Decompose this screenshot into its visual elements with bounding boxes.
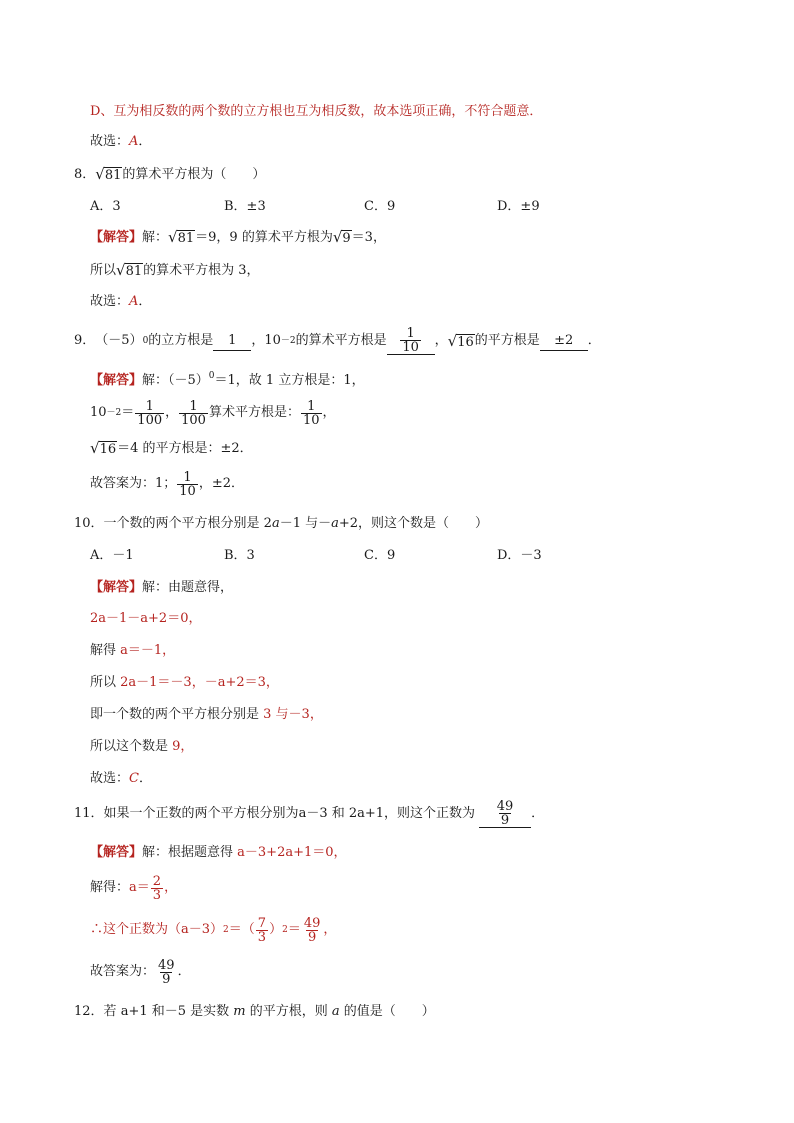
- q9-l3-b: ＝4 的平方根是：±2．: [117, 441, 253, 456]
- q9-radicand: 16: [457, 334, 474, 350]
- q11-l3-f1-num: 7: [257, 915, 267, 931]
- q9-l2-b: ＝: [121, 405, 135, 420]
- q11-l3-b: ＝（: [228, 922, 255, 937]
- q11-l4-frac: [156, 959, 177, 986]
- q10-answer-line6: [90, 738, 193, 756]
- q11-stem-end: ．: [531, 806, 545, 821]
- q11-stem-a: 如果一个正数的两个平方根分别为: [103, 806, 299, 821]
- q9-answer-tag: 【解答】: [90, 373, 143, 388]
- q10-l1: 解：由题意得，: [142, 580, 234, 595]
- q11-answer-line1: [90, 844, 347, 862]
- q8-choose-line: [90, 293, 151, 311]
- q11-l2-b: a＝: [129, 880, 150, 895]
- q9-number: 9．: [74, 333, 96, 348]
- q9-answer-line2: [90, 397, 336, 429]
- q11-l4-num: 49: [158, 957, 175, 973]
- q8-choose-end: ．: [138, 294, 152, 309]
- q11-l3-frac1: [256, 917, 268, 944]
- q9-l4-b: ，±2．: [198, 476, 244, 491]
- q11-l3-exp: 2: [223, 925, 229, 935]
- q12-var-m: m: [233, 1004, 246, 1019]
- prev-choose-line: [90, 133, 151, 151]
- q10-stem-c: +2，则这个数是（ ）: [338, 516, 489, 531]
- q11-l3-f2-den: 9: [307, 929, 317, 945]
- q12-stem: [74, 1003, 435, 1021]
- q10-answer-line5: [90, 706, 323, 724]
- q10-option-d: D．－3: [497, 548, 542, 563]
- q9-l4-f-den: 10: [179, 483, 196, 499]
- q11-l2-red: [129, 875, 177, 902]
- q8-stem-text: 的算术平方根为（ ）: [122, 167, 266, 182]
- q10-l4-b: 2a－1＝－3，－a+2＝3，: [120, 675, 279, 690]
- q8-ans-sqrt2: √ 9: [332, 228, 351, 246]
- q9-blank2-den: 10: [402, 340, 419, 355]
- q8-answer-line2: [90, 262, 260, 280]
- q8-ans2-pre: 所以: [90, 263, 117, 278]
- q10-stem: [74, 515, 488, 533]
- q10-l5-b: 3 与－3，: [263, 707, 323, 722]
- q11-l1-b: a－3+2a+1＝0，: [237, 845, 347, 860]
- q8-ans2-sqrt: √ 81: [116, 261, 143, 279]
- q8-option-b: B．±3: [224, 199, 266, 214]
- q10-answer-tag: 【解答】: [90, 580, 143, 595]
- q8-choose-label: 故选：: [90, 294, 130, 309]
- q9-l3-sqrt: √ 16: [90, 439, 117, 457]
- q12-stem-b: a+1 和－5 是实数: [120, 1004, 234, 1019]
- q11-l3-c: ）: [269, 922, 283, 937]
- q10-answer-line3: [90, 642, 175, 660]
- q11-l3-exp2: 2: [282, 925, 288, 935]
- q8-ans-sqrt: √ 81: [168, 228, 195, 246]
- q11-l3-end: ，: [323, 922, 337, 937]
- q8-ans2-end: 的算术平方根为 3，: [143, 263, 260, 278]
- q11-number: 11．: [74, 806, 104, 821]
- q10-answer-line4: [90, 674, 279, 692]
- q10-stem-b: －1 与－: [279, 516, 332, 531]
- q9-part3: ，10: [251, 333, 281, 348]
- q9-l2-f2-num: 1: [189, 398, 198, 414]
- q11-stem: [74, 798, 544, 830]
- q8-choose-answer: A: [129, 294, 139, 309]
- q11-answer-line3: [90, 914, 336, 946]
- q9-l4-a: 故答案为：1；: [90, 476, 177, 491]
- q11-l4-end: ．: [177, 964, 191, 979]
- q10-var-a1: a: [271, 516, 280, 531]
- q9-sqrt: √ 16: [447, 331, 474, 350]
- q10-option-a: A．－1: [90, 548, 134, 563]
- q11-l2-frac: [151, 875, 163, 902]
- q9-l2-f3-num: 1: [307, 398, 316, 414]
- q11-answer-line4: [90, 956, 191, 988]
- q8-answer-line1: [90, 229, 386, 247]
- q8-answer-tag: 【解答】: [90, 230, 143, 245]
- q10-answer-line1: [90, 579, 233, 597]
- q9-blank1: 1: [213, 332, 251, 351]
- q10-l3-a: 解得: [90, 643, 121, 658]
- q9-l3-radicand: 16: [99, 442, 117, 457]
- q8-option-a: A．3: [90, 199, 121, 214]
- q9-l2-f1-num: 1: [145, 398, 154, 414]
- q8-ans-pre: 解：: [142, 230, 169, 245]
- q9-part7: ．: [587, 333, 601, 348]
- q11-l4-den: 9: [162, 971, 171, 987]
- q9-l4-f-num: 1: [183, 469, 192, 485]
- prev-option-d: D、互为相反数的两个数的立方根也互为相反数，故本选项正确，不符合题意．: [90, 104, 543, 119]
- q9-exp-neg2: －2: [280, 336, 296, 346]
- q8-radicand: 81: [104, 168, 122, 183]
- q11-l1-a: 解：根据题意得: [142, 845, 238, 860]
- q9-part2: 的立方根是: [148, 333, 214, 348]
- q9-answer-line1: [90, 367, 365, 390]
- q9-l4-frac: [177, 471, 198, 498]
- q10-l6-b: 9，: [172, 739, 194, 754]
- q9-l2-frac1: [135, 400, 164, 427]
- q9-l1-a: 解：（－5）: [142, 373, 209, 388]
- q9-answer-line4: [90, 468, 244, 500]
- q8-ans2-radicand: 81: [125, 264, 143, 279]
- q9-part1: （－5）: [95, 333, 143, 348]
- q11-answer-line2: [90, 872, 177, 904]
- q11-l2-a: 解得：: [90, 880, 130, 895]
- q9-exp0: 0: [142, 336, 149, 346]
- q11-stem-b: a－3 和 2a+1: [298, 806, 385, 821]
- choose-end: ．: [138, 134, 152, 149]
- q11-l3-d: ＝: [287, 922, 301, 937]
- q10-choose-line: [90, 770, 152, 788]
- q9-blank3: ±2: [540, 332, 588, 351]
- q9-l2-c: ，: [165, 405, 179, 420]
- q10-var-a2: a: [331, 516, 339, 531]
- q9-l2-d: 算术平方根是：: [208, 405, 300, 420]
- q9-l2-f2-den: 100: [181, 412, 206, 428]
- q8-ans-radicand: 81: [177, 231, 195, 246]
- q9-stem: [74, 325, 601, 357]
- q10-stem-a: 一个数的两个平方根分别是 2: [103, 516, 272, 531]
- q10-l3-b: a＝－1，: [120, 643, 176, 658]
- q10-l6-a: 所以这个数是: [90, 739, 173, 754]
- q8-number: 8．: [74, 167, 96, 182]
- q10-choose-end: ．: [138, 771, 152, 786]
- q11-blank-den: 9: [500, 813, 510, 828]
- q11-l4-a: 故答案为：: [90, 964, 156, 979]
- q10-choose-label: 故选：: [90, 771, 130, 786]
- q11-blank-num: 49: [496, 799, 514, 814]
- q8-ans-end: ＝3，: [351, 230, 386, 245]
- q11-stem-c: ，则这个正数为: [384, 806, 476, 821]
- q11-l3-frac2: [302, 917, 323, 944]
- q9-blank2-num: 1: [406, 326, 415, 341]
- q9-l2-a: 10: [90, 405, 107, 420]
- q10-option-b: B．3: [224, 548, 255, 563]
- q9-l2-frac3: [301, 400, 322, 427]
- q9-part6: 的平方根是: [474, 333, 540, 348]
- q10-answer-line2: 2a－1－a+2＝0，: [90, 611, 202, 626]
- q9-answer-line3: [90, 440, 253, 458]
- choose-answer: A: [129, 134, 139, 149]
- q8-sqrt: √ 81: [95, 165, 122, 183]
- q9-l2-f3-den: 10: [302, 412, 320, 428]
- q9-l2-f1-den: 100: [137, 412, 163, 428]
- q10-l5-a: 即一个数的两个平方根分别是: [90, 707, 264, 722]
- q12-stem-d: 的值是（ ）: [339, 1004, 435, 1019]
- q12-stem-a: 若: [103, 1004, 121, 1019]
- q10-l4-a: 所以: [90, 675, 121, 690]
- choose-label: 故选：: [90, 134, 130, 149]
- q11-blank: [479, 800, 531, 828]
- q9-l2-e: ，: [322, 405, 336, 420]
- q8-option-d: D．±9: [497, 199, 540, 214]
- q10-option-c: C．9: [364, 548, 396, 563]
- q12-stem-c: 的平方根，则: [245, 1004, 332, 1019]
- q8-option-c: C．9: [364, 199, 396, 214]
- q9-part5: ，: [434, 333, 448, 348]
- q11-l2-end: ，: [164, 880, 178, 895]
- q9-l2-frac2: [179, 400, 208, 427]
- q10-number: 10．: [74, 516, 104, 531]
- q12-number: 12．: [74, 1004, 104, 1019]
- q8-ans-mid: ＝9，9 的算术平方根为: [195, 230, 333, 245]
- q9-l1-exp: 0: [208, 371, 215, 381]
- q8-ans-radicand2: 9: [342, 231, 351, 246]
- q11-l2-den: 3: [152, 887, 162, 903]
- q9-l2-exp: －2: [106, 408, 122, 418]
- q12-var-a: a: [331, 1004, 340, 1019]
- q10-choose-answer: C: [129, 771, 139, 786]
- q9-l1-b: ＝1，故 1 立方根是：1，: [214, 373, 365, 388]
- q11-l3-a: ∴这个正数为（a－3）: [90, 922, 224, 937]
- q11-l3-f1-den: 3: [257, 929, 267, 945]
- q11-answer-tag: 【解答】: [90, 845, 143, 860]
- q9-part4: 的算术平方根是: [295, 333, 387, 348]
- q8-stem: [74, 166, 265, 184]
- q11-l3-f2-num: 49: [303, 915, 321, 931]
- q11-l2-num: 2: [152, 873, 162, 889]
- q9-blank2: [387, 327, 435, 355]
